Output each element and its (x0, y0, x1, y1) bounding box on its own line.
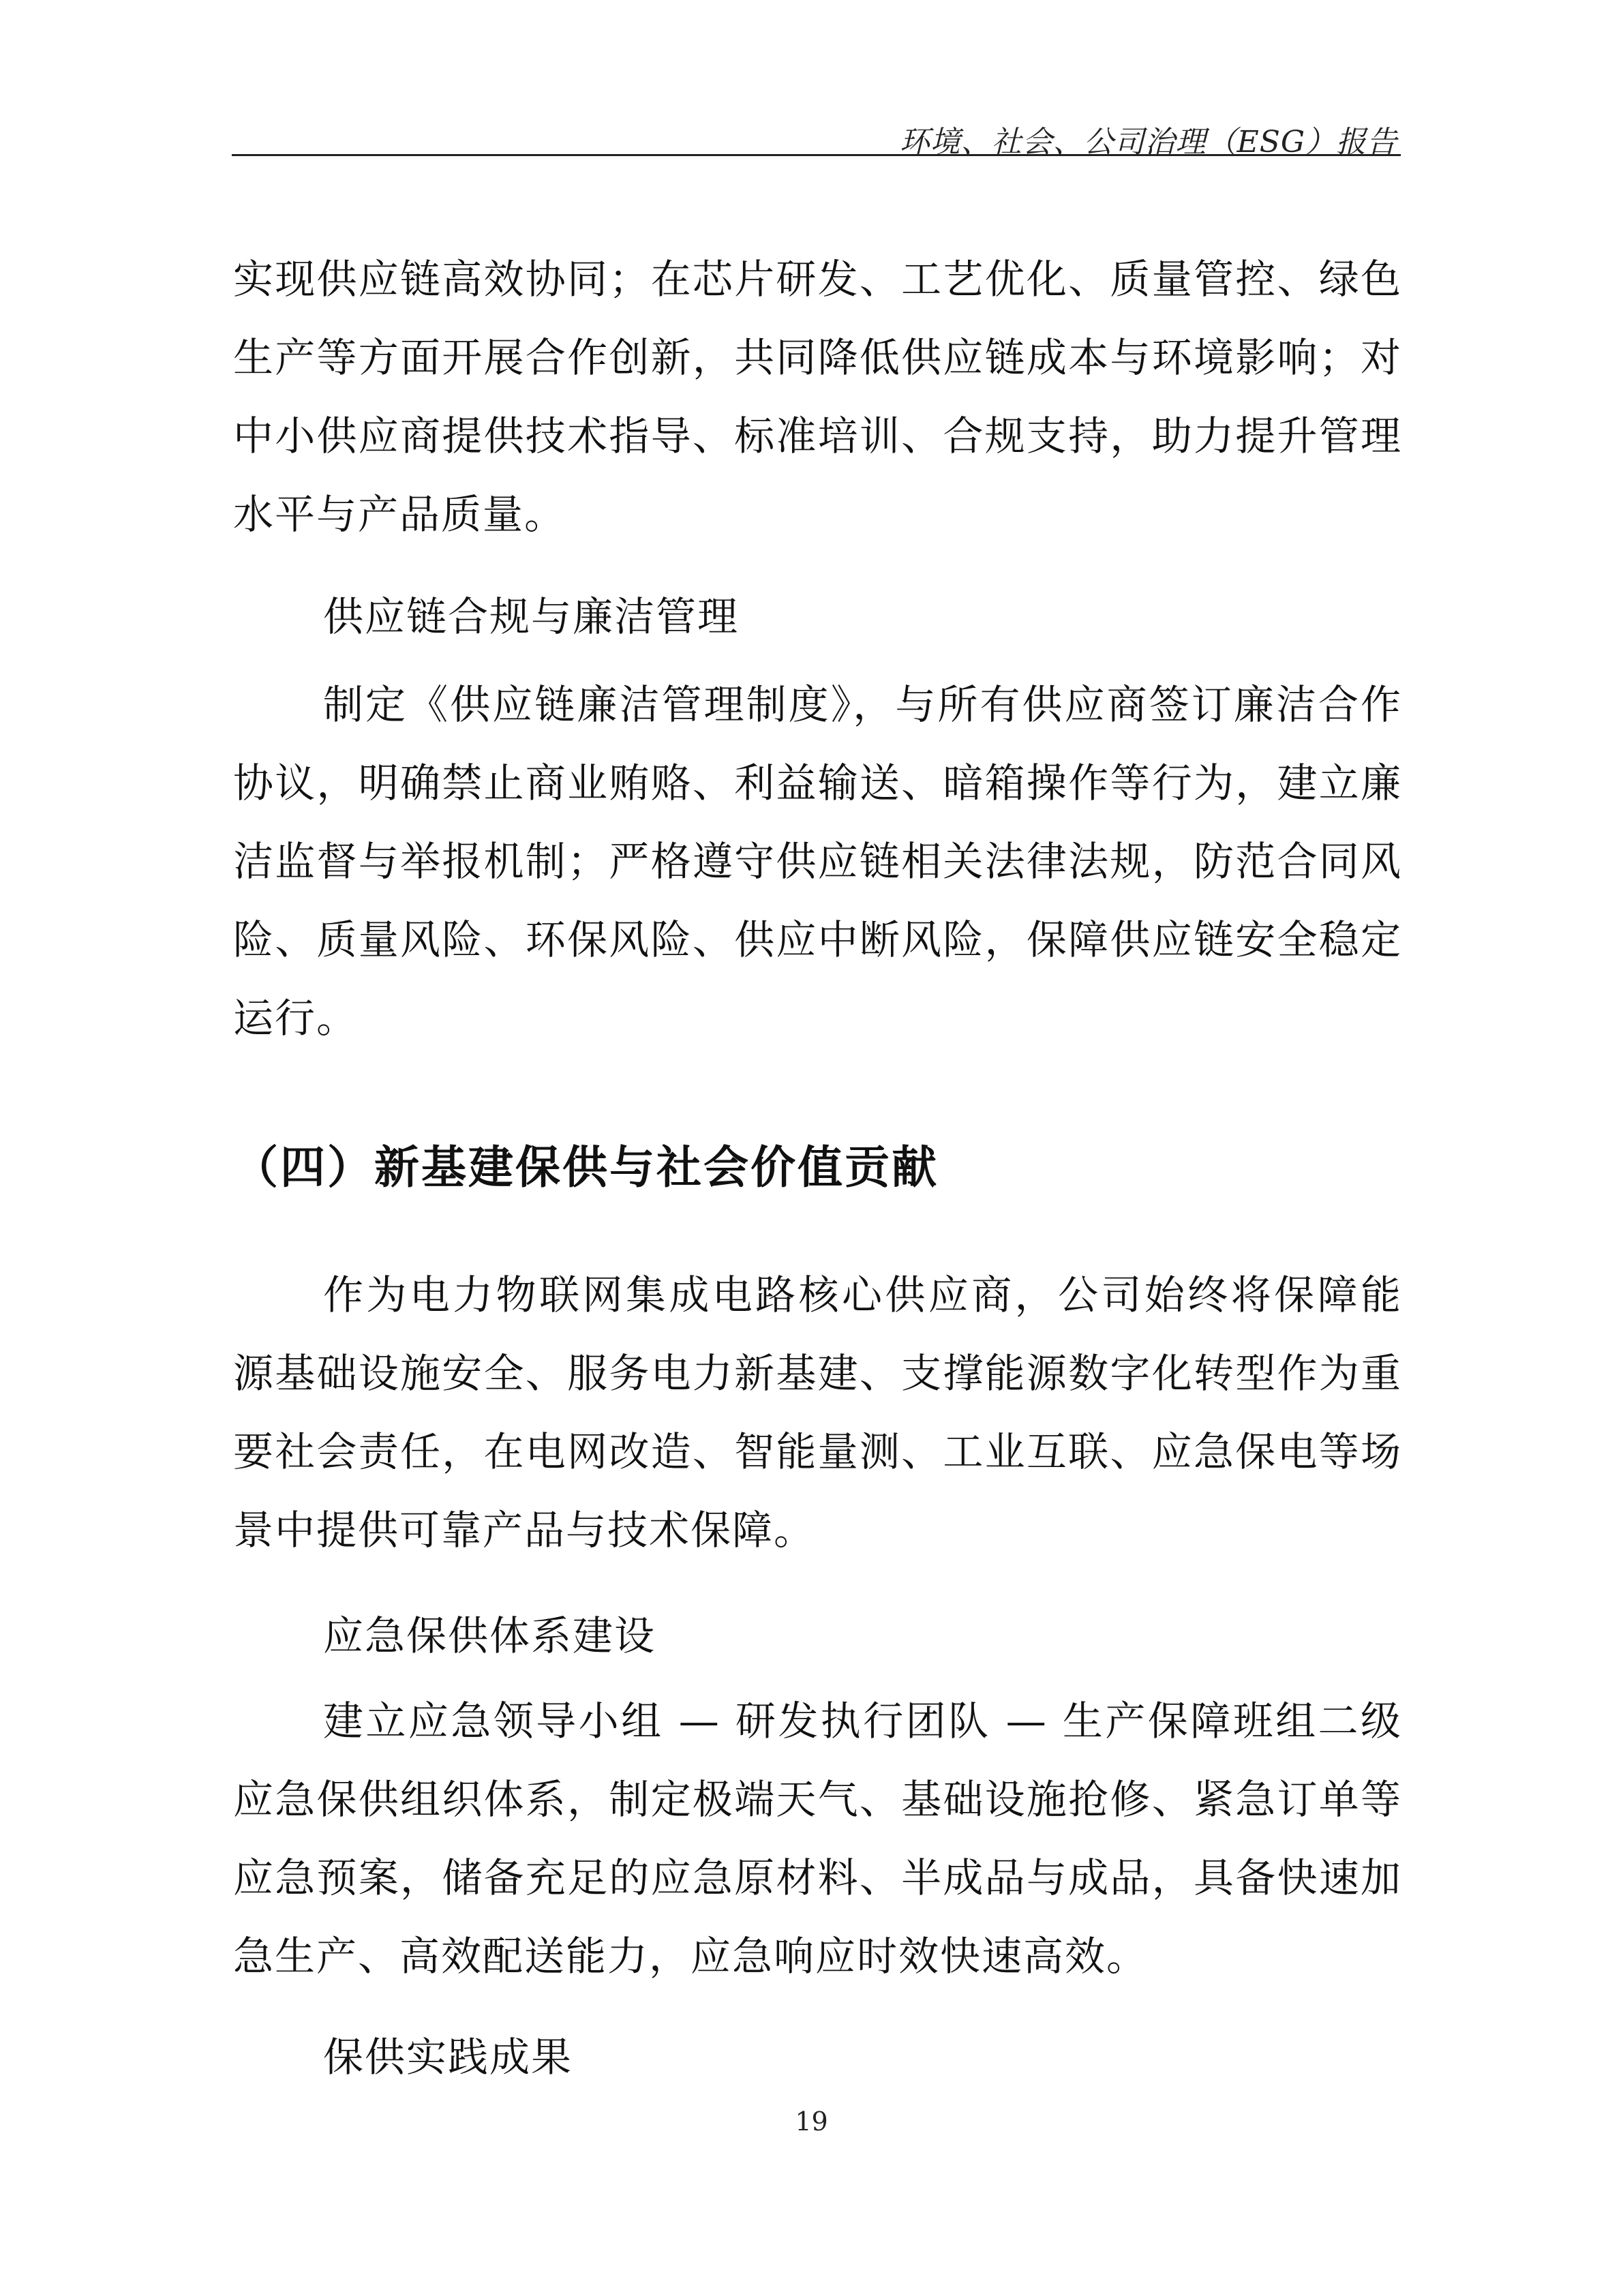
paragraph-supplier-collaboration: 实现供应链高效协同；在芯片研发、工艺优化、质量管控、绿色生产等方面开展合作创新，共同降低供应链成本与环境影响；对中小供应商提供技术指导、标准培训、合规支持，助力提升管理水平与产品质量。 (233, 256, 1402, 538)
subheading-emergency-system: 应急保供体系建设 (323, 1612, 656, 1659)
subheading-supply-results: 保供实践成果 (323, 2034, 573, 2081)
running-header: 环境、社会、公司治理（ESG）报告 (899, 125, 1397, 160)
header-divider (232, 154, 1401, 156)
paragraph-integrity-management: 制定《供应链廉洁管理制度》，与所有供应商签订廉洁合作协议，明确禁止商业贿赂、利益输送、暗箱操作等行为，建立廉洁监督与举报机制；严格遵守供应链相关法律法规，防范合同风险、质量风险、环保风险、供应中断风险，保障供应链安全稳定运行。 (233, 681, 1402, 1042)
paragraph-emergency-system: 建立应急领导小组 — 研发执行团队 — 生产保障班组二级应急保供组织体系，制定极端天气、基础设施抢修、紧急订单等应急预案，储备充足的应急原材料、半成品与成品，具备快速加急生产、高效配送能力，应急响应时效快速高效。 (233, 1697, 1402, 1980)
section-heading: （四）新基建保供与社会价值贡献 (233, 1141, 939, 1194)
paragraph-infrastructure-supply: 作为电力物联网集成电路核心供应商，公司始终将保障能源基础设施安全、服务电力新基建、支撑能源数字化转型作为重要社会责任，在电网改造、智能量测、工业互联、应急保电等场景中提供可靠产品与技术保障。 (233, 1271, 1402, 1554)
subheading-compliance: 供应链合规与廉洁管理 (323, 593, 740, 640)
page-number: 19 (795, 2106, 828, 2136)
